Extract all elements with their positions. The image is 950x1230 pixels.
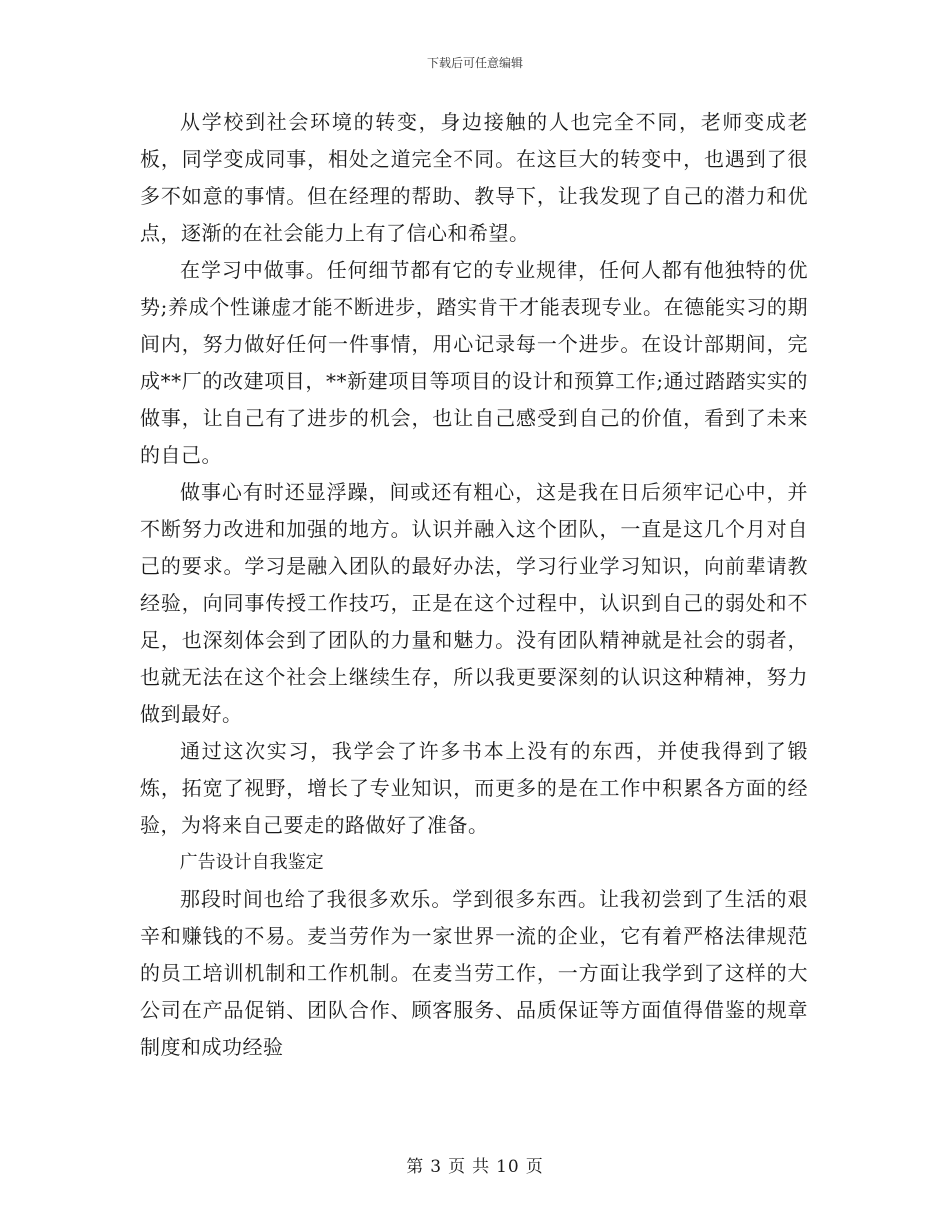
footer-prefix: 第 [406, 1157, 425, 1177]
paragraph-5: 那段时间也给了我很多欢乐。学到很多东西。让我初尝到了生活的艰辛和赚钱的不易。麦当劳作为一家世界一流的企业，它有着严格法律规范的员工培训机制和工作机制。在麦当劳工作，一方面让我学到了这样的大公司在产品促销、团队合作、顾客服务、品质保证等方面值得借鉴的规章制度和成功经验 [140, 887, 808, 1059]
footer-current-page: 3 [430, 1157, 443, 1177]
document-body [140, 104, 808, 1066]
page-header: 下载后可任意编辑 [426, 56, 523, 70]
footer-total-pages: 10 [496, 1157, 520, 1177]
footer-total-word: 共 [472, 1157, 491, 1177]
paragraph-2: 在学习中做事。任何细节都有它的专业规律，任何人都有他独特的优势;养成个性谦虚才能不断进步，踏实肯干才能表现专业。在德能实习的期间内，努力做好任何一件事情，用心记录每一个进步。在设计部期间，完成**厂的改建项目，**新建项目等项目的设计和预算工作;通过踏踏实实的做事，让自己有了进步的机会，也让自己感受到自己的价值，看到了未来的自己。 [140, 258, 808, 467]
page-footer [0, 1152, 950, 1177]
paragraph-3: 做事心有时还显浮躁，间或还有粗心，这是我在日后须牢记心中，并不断努力改进和加强的地方。认识并融入这个团队，一直是这几个月对自己的要求。学习是融入团队的最好办法，学习行业学习知识，向前辈请教经验，向同事传授工作技巧，正是在这个过程中，认识到自己的弱处和不足，也深刻体会到了团队的力量和魅力。没有团队精神就是社会的弱者，也就无法在这个社会上继续生存，所以我更要深刻的认识这种精神，努力做到最好。 [140, 480, 808, 726]
paragraph-1: 从学校到社会环境的转变，身边接触的人也完全不同，老师变成老板，同学变成同事，相处之道完全不同。在这巨大的转变中，也遇到了很多不如意的事情。但在经理的帮助、教导下，让我发现了自己的潜力和优点，逐渐的在社会能力上有了信心和希望。 [140, 110, 808, 245]
paragraph-4: 通过这次实习，我学会了许多书本上没有的东西，并使我得到了锻炼，拓宽了视野，增长了专业知识，而更多的是在工作中积累各方面的经验，为将来自己要走的路做好了准备。 [140, 739, 808, 837]
footer-suffix: 页 [525, 1157, 544, 1177]
footer-page-word: 页 [448, 1157, 467, 1177]
section-heading: 广告设计自我鉴定 [179, 852, 324, 873]
